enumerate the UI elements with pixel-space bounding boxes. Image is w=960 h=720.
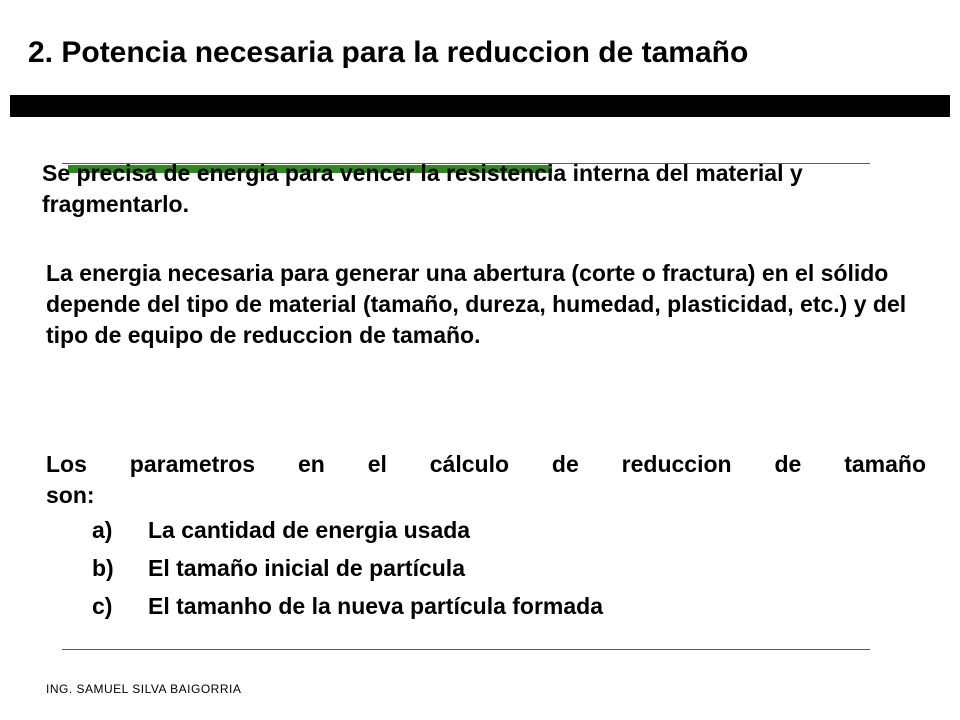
parameters-intro-line <box>46 449 926 480</box>
parameters-word: de <box>551 451 579 477</box>
list-item <box>46 549 926 587</box>
parameters-word: reduccion <box>621 451 732 477</box>
parameters-word: cálculo <box>429 451 510 477</box>
parameters-word: en <box>297 451 325 477</box>
slide-title: 2. Potencia necesaria para la reduccion de tamaño <box>28 36 749 69</box>
list-item-marker: b) <box>92 555 114 581</box>
parameters-word: Los <box>46 451 87 477</box>
paragraph-energy-intro: Se precisa de energia para vencer la resistencia interna del material y fragmentarlo. <box>42 160 803 217</box>
list-item <box>46 511 926 549</box>
parameters-word: el <box>367 451 387 477</box>
list-item-marker: a) <box>92 517 113 543</box>
parameters-word: tamaño <box>844 451 926 477</box>
parameters-intro-line-2: son: <box>46 482 95 508</box>
title-underline-bar <box>10 95 950 117</box>
parameters-word: parametros <box>129 451 256 477</box>
paragraph-parameters <box>46 449 926 625</box>
list-item-marker: c) <box>92 593 113 619</box>
paragraph-energy-dependence: La energia necesaria para generar una abertura (corte o fractura) en el sólido depende del tipo de material (tamaño, dureza, humedad, plasticidad, etc.) y del tipo de equipo de reduccion de tamaño. <box>46 260 907 348</box>
list-item-text: El tamanho de la nueva partícula formada <box>148 593 604 619</box>
green-divider-bottom <box>62 649 870 650</box>
footer-author: ING. SAMUEL SILVA BAIGORRIA <box>46 682 242 696</box>
list-item-text: El tamaño inicial de partícula <box>148 555 465 581</box>
parameters-list <box>46 511 926 625</box>
list-item-text: La cantidad de energia usada <box>148 517 471 543</box>
parameters-word: de <box>774 451 802 477</box>
list-item <box>46 587 926 625</box>
